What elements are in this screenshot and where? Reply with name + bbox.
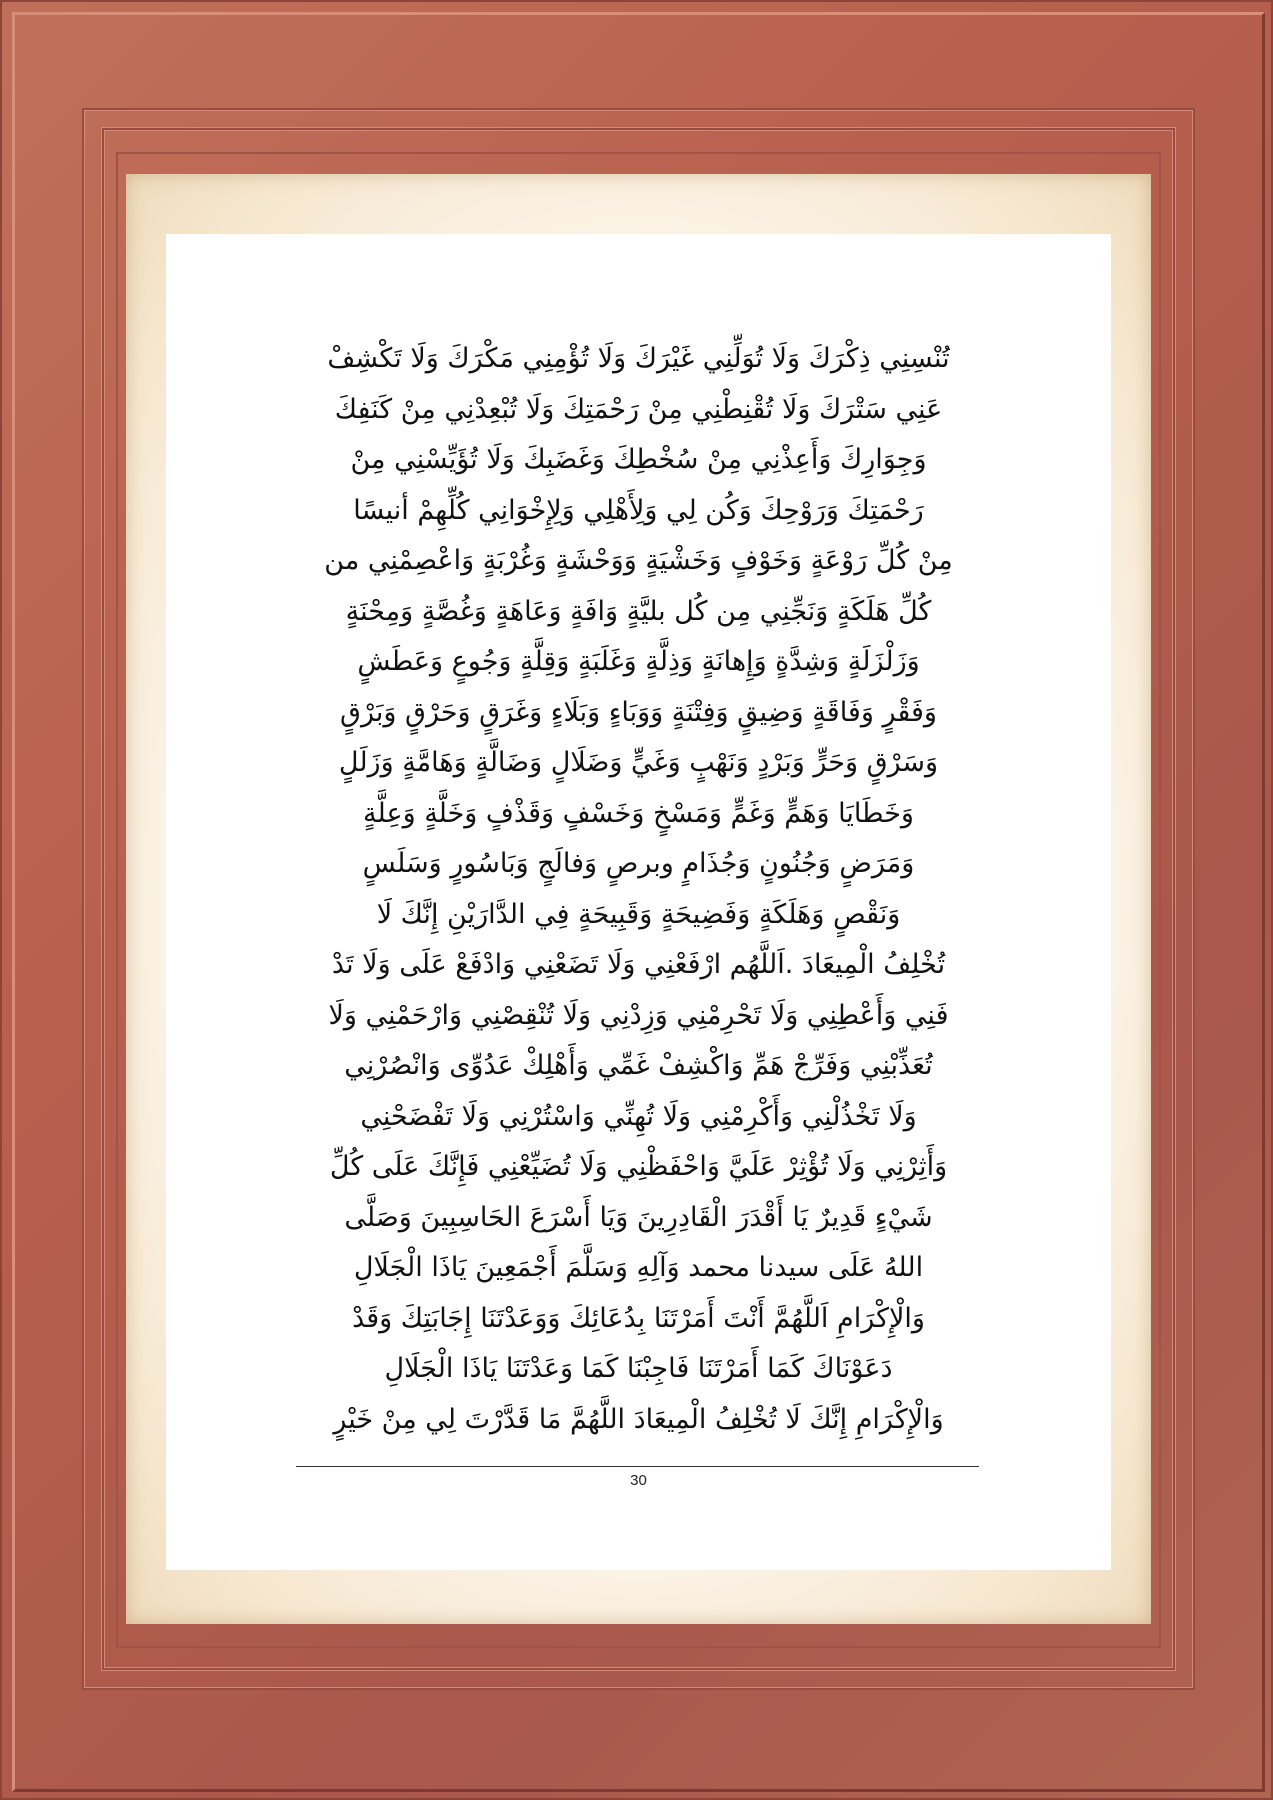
document-page xyxy=(166,234,1111,1570)
text-line: مِنْ كُلِّ رَوْعَةٍ وَخَوْفٍ وَخَشْيَةٍ وَوَحْشَةٍ وَغُرْبَةٍ وَاعْصِمْنِي من xyxy=(324,545,953,576)
text-line: شَيْءٍ قَدِيرٌ يَا أَقْدَرَ الْقَادِرِينَ وَيَا أَسْرَعَ الحَاسِبِينَ وَصَلَّى xyxy=(344,1201,933,1233)
text-line: وَمَرَضٍ وَجُنُونٍ وَجُذَامٍ وبرصٍ وَفالَجٍ وَبَاسُورٍ وَسَلَسٍ xyxy=(362,848,915,879)
text-line: وَخَطَايَا وَهَمٍّ وَغَمٍّ وَمَسْخٍ وَخَسْفٍ وَقَذْفٍ وَخَلَّةٍ وَعِلَّةٍ xyxy=(363,797,914,829)
text-line: كُلِّ هَلَكَةٍ وَنَجِّنِي مِن كُل بليَّةٍ وَافَةٍ وَعَاهَةٍ وَغُصَّةٍ وَمِحْنَةٍ xyxy=(345,595,932,627)
text-line: وَنَقْصٍ وَهَلَكَةٍ وَفَضِيحَةٍ وَقَبِيحَةٍ فِي الدَّارَيْنِ إِنَّكَ لَا xyxy=(376,898,901,930)
text-line: تُنْسِنِي ذِكْرَكَ وَلَا تُوَلِّنِي غَيْرَكَ وَلَا تُؤْمِنِي مَكْرَكَ وَلَا تَكْشِفْ xyxy=(327,343,950,374)
text-line: عَنِي سَتْرَكَ وَلَا تُقْنِطْنِي مِنْ رَحْمَتِكَ وَلَا تُبْعِدْنِي مِنْ كَنَفِكَ xyxy=(334,393,943,425)
text-line: وَأَثِرْنِي وَلَا تُؤْثِرْ عَلَيَّ وَاحْفَظْنِي وَلَا تُضَيِّعْنِي فَإِنَّكَ عَلَى كُلِّ xyxy=(329,1151,948,1182)
text-line: وَزَلْزَلَةٍ وَشِدَّةٍ وَإِهانَةٍ وَذِلَّةٍ وَغَلَبَةٍ وَقِلَّةٍ وَجُوعٍ وَعَطَشٍ xyxy=(357,646,920,677)
text-line: دَعَوْنَاكَ كَمَا أَمَرْتَنَا فَاجِبْنَا كَمَا وَعَدْتَنَا يَاذَا الْجَلَالِ xyxy=(384,1353,893,1384)
text-line: فَنِي وَأَعْطِنِي وَلَا تَحْرِمْنِي وَزِدْنِي وَلَا تُنْقِصْنِي وَارْحَمْنِي وَلَا xyxy=(328,999,949,1031)
text-line: وَالْإِكْرَامِ إِنَّكَ لَا تُخْلِفُ الْمِيعَادَ اللَّهُمَّ مَا قَدَّرْتَ لِي مِنْ خَيْرٍ xyxy=(333,1403,944,1435)
text-line: وَلَا تَخْذُلْنِي وَأَكْرِمْنِي وَلَا تُهِنِّي وَاسْتُرْنِي وَلَا تَفْضَحْنِي xyxy=(360,1100,917,1132)
text-line: تُعَذِّبْنِي وَفَرِّجْ هَمِّ وَاكْشِفْ غَمِّي وَأَهْلِكْ عَدُوِّى وَانْصُرْنِي xyxy=(344,1050,933,1081)
text-line: وَسَرْقٍ وَحَرٍّ وَبَرْدٍ وَنَهْبٍ وَغَيٍّ وَضَلَالٍ وَضَالَّةٍ وَهَامَّةٍ وَزَلَلٍ xyxy=(338,747,939,778)
text-line: رَحْمَتِكَ وَرَوْحِكَ وَكُن لِي وَلِأَهْلِي وَلِإِخْوَانِي كُلِّهِمْ أنيسًا xyxy=(353,494,924,526)
text-line: تُخْلِفُ الْمِيعَادَ .اَللَّهُم ارْفَعْنِي وَلَا تَضَعْنِي وَادْفَعْ عَلَى وَلَا تَدْ xyxy=(331,949,946,980)
text-line: اللهُ عَلَى سيدنا محمد وَآلِهِ وَسَلَّمَ أَجْمَعِينَ يَاذَا الْجَلَالِ xyxy=(353,1252,924,1283)
text-line: وَجِوَارِكَ وَأَعِذْنِي مِنْ سُخْطِكَ وَغَضَبِكَ وَلَا تُؤَيِّسْنِي مِنْ xyxy=(350,444,927,475)
footer-rule xyxy=(296,1466,979,1467)
text-line: وَالْإِكْرَامِ اَللَّهُمَّ أَنْتَ أَمَرْتَنَا بِدُعَائِكَ وَوَعَدْتَنَا إِجَابَتِكَ وَقَدْ xyxy=(352,1302,925,1334)
arabic-text-block xyxy=(286,334,991,1445)
text-line: وَفَقْرٍ وَفَاقَةٍ وَضِيقٍ وَفِتْنَةٍ وَوَبَاءٍ وَبَلَاءٍ وَغَرَقٍ وَحَرْقٍ وَبَرْقٍ xyxy=(340,696,937,728)
page-number: 30 xyxy=(630,1472,647,1489)
